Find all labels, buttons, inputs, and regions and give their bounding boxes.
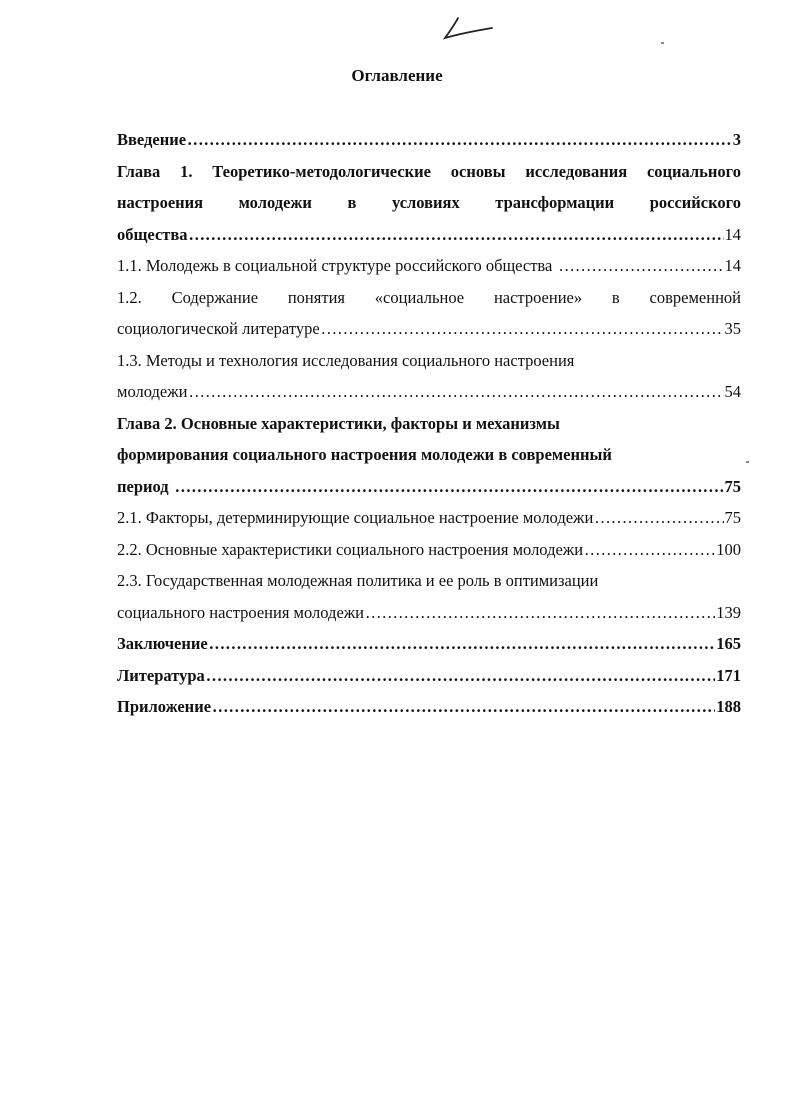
toc-entry-2-3-line2: [117, 597, 741, 629]
toc-title: Введение: [117, 130, 187, 149]
toc-page: 139: [716, 602, 741, 622]
dot-leader: [558, 250, 723, 282]
toc-entry-1-3-line1: 1.3. Методы и технология исследования социального настроения: [117, 350, 575, 370]
toc-title: Литература: [117, 665, 205, 685]
toc-page: 14: [724, 256, 741, 275]
toc-entry-conclusion: [117, 628, 741, 660]
toc-entry-ch1-line3: [117, 219, 741, 251]
toc-entry-2-1: [117, 502, 741, 534]
dot-leader: [187, 124, 732, 156]
toc-page: 14: [724, 224, 741, 244]
toc-entry-1-2-line2: [117, 313, 741, 345]
toc-page: 54: [724, 382, 741, 401]
page-title: Оглавление: [351, 66, 443, 85]
toc-page: 75: [724, 476, 741, 496]
toc-entry-ch2-line1: Глава 2. Основные характеристики, факторы и механизмы: [117, 413, 560, 433]
toc-entry-1-1: [117, 250, 741, 282]
dot-leader: [584, 534, 715, 566]
scan-speck: [746, 461, 749, 463]
toc-page: 188: [716, 697, 741, 716]
toc-entry-ch2-line3: [117, 471, 741, 503]
toc-title: 2.2. Основные характеристики социального настроения молодежи: [117, 539, 584, 559]
toc-page: 100: [716, 539, 741, 559]
toc-entry-1-2-line1: 1.2. Содержание понятия «социальное настроение» в современной: [117, 287, 741, 307]
toc-title: молодежи: [117, 382, 188, 401]
dot-leader: [175, 471, 724, 503]
toc-title: социологической литературе: [117, 319, 320, 338]
toc-page: 3: [732, 130, 741, 149]
dot-leader: [189, 219, 724, 251]
toc-entry-appendix: [117, 691, 741, 723]
handwritten-page-mark: [438, 14, 496, 44]
toc-page: 35: [724, 319, 741, 338]
dot-leader: [209, 628, 716, 660]
toc-entry-ch2-line2: формирования социального настроения молодежи в современный: [117, 445, 612, 464]
toc-title: Заключение: [117, 634, 208, 653]
dot-leader: [321, 313, 724, 345]
dot-leader: [188, 376, 723, 408]
toc-entry-2-2: [117, 534, 741, 566]
toc-entry-literature: [117, 660, 741, 692]
toc-title: период: [117, 476, 169, 496]
toc-entry-ch1-line1: Глава 1. Теоретико-методологические основы исследования социального: [117, 161, 741, 181]
toc-page: 75: [724, 508, 741, 527]
table-of-contents: [117, 124, 741, 723]
dot-leader: [206, 660, 715, 692]
toc-title: социального настроения молодежи: [117, 602, 364, 622]
dot-leader: [212, 691, 715, 723]
toc-title: 1.1. Молодежь в социальной структуре российского общества: [117, 256, 553, 275]
toc-title: общества: [117, 224, 188, 244]
toc-title: Приложение: [117, 697, 212, 716]
toc-entry-intro: [117, 124, 741, 156]
dot-leader: [594, 502, 723, 534]
toc-entry-2-3-line1: 2.3. Государственная молодежная политика и ее роль в оптимизации: [117, 571, 599, 590]
scan-speck: [661, 42, 664, 44]
toc-entry-1-3-line2: [117, 376, 741, 408]
toc-entry-ch1-line2: настроения молодежи в условиях трансформации российского: [117, 193, 741, 212]
toc-title: 2.1. Факторы, детерминирующие социальное настроение молодежи: [117, 508, 594, 527]
toc-page: 171: [716, 665, 741, 685]
dot-leader: [365, 597, 715, 629]
toc-page: 165: [716, 634, 741, 653]
